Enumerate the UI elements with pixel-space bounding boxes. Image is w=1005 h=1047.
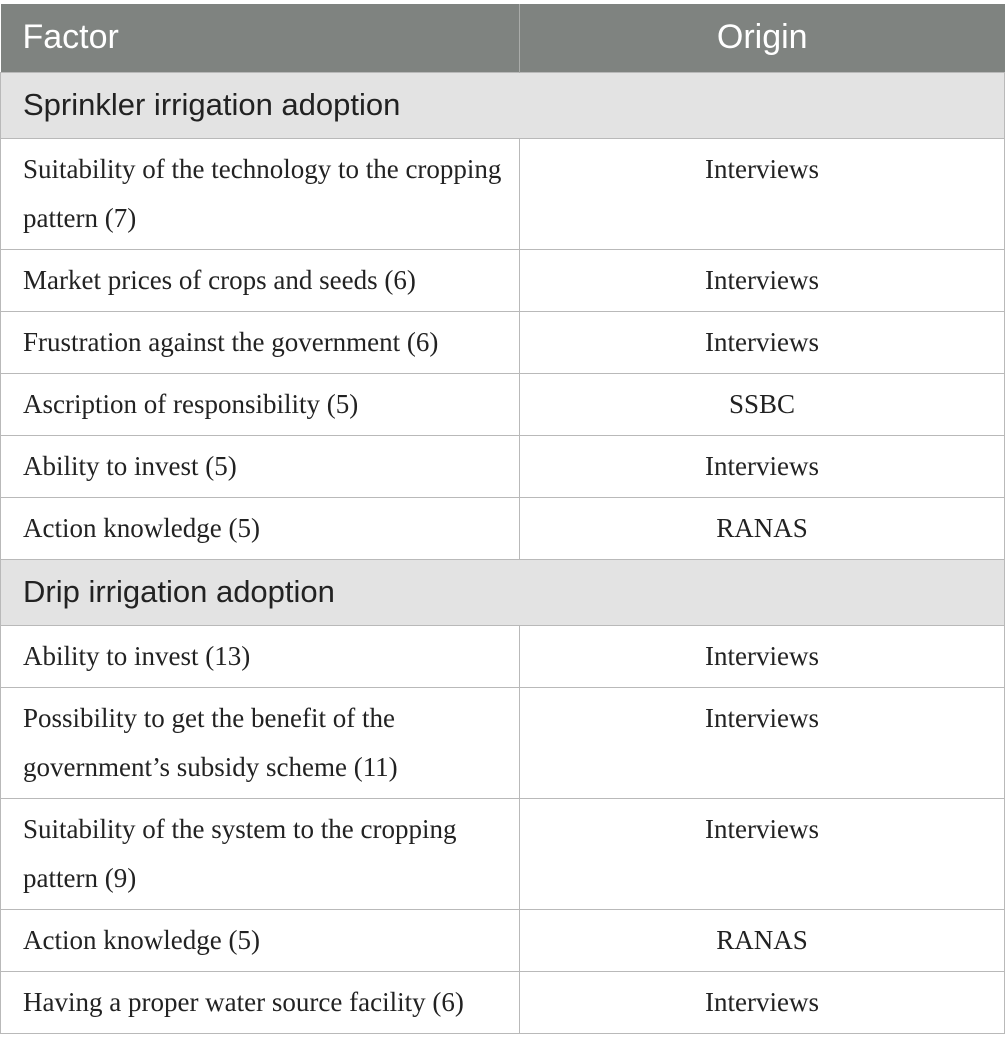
origin-cell: Interviews (520, 625, 1005, 687)
factor-cell: Action knowledge (5) (1, 497, 520, 559)
factor-cell: Frustration against the government (6) (1, 311, 520, 373)
table-row (1, 435, 1005, 497)
origin-cell: Interviews (520, 687, 1005, 798)
table-row (1, 971, 1005, 1033)
section-header-sprinkler (1, 72, 1005, 138)
table-row (1, 625, 1005, 687)
section-header-drip (1, 559, 1005, 625)
table-row (1, 497, 1005, 559)
origin-cell: RANAS (520, 497, 1005, 559)
factors-table (0, 4, 1005, 1034)
factor-cell: Ability to invest (13) (1, 625, 520, 687)
origin-cell: RANAS (520, 909, 1005, 971)
table-row (1, 687, 1005, 798)
factor-cell: Ability to invest (5) (1, 435, 520, 497)
origin-cell: Interviews (520, 971, 1005, 1033)
factor-column-header: Factor (1, 4, 520, 72)
factor-cell: Ascription of responsibility (5) (1, 373, 520, 435)
factor-cell: Possibility to get the benefit of the government’s subsidy scheme (11) (1, 687, 520, 798)
factor-cell: Having a proper water source facility (6) (1, 971, 520, 1033)
section-title: Sprinkler irrigation adoption (1, 72, 1005, 138)
origin-cell: Interviews (520, 798, 1005, 909)
table-row (1, 138, 1005, 249)
section-title: Drip irrigation adoption (1, 559, 1005, 625)
factor-cell: Suitability of the technology to the cropping pattern (7) (1, 138, 520, 249)
table-row (1, 311, 1005, 373)
origin-cell: SSBC (520, 373, 1005, 435)
table-row (1, 909, 1005, 971)
origin-cell: Interviews (520, 435, 1005, 497)
origin-cell: Interviews (520, 249, 1005, 311)
table-row (1, 798, 1005, 909)
table-row (1, 249, 1005, 311)
origin-column-header: Origin (520, 4, 1005, 72)
header-row (1, 4, 1005, 72)
factor-cell: Market prices of crops and seeds (6) (1, 249, 520, 311)
origin-cell: Interviews (520, 138, 1005, 249)
factor-cell: Action knowledge (5) (1, 909, 520, 971)
origin-cell: Interviews (520, 311, 1005, 373)
factor-cell: Suitability of the system to the cropping pattern (9) (1, 798, 520, 909)
table-row (1, 373, 1005, 435)
